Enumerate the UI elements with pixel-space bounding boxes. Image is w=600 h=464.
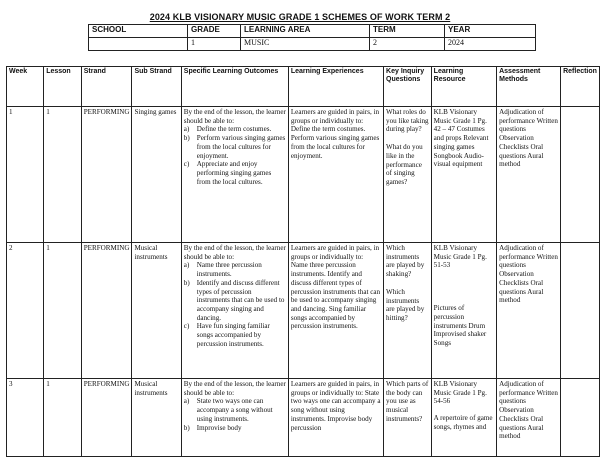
info-header-row [89, 25, 536, 38]
cell-assessment: Adjudication of performance Written questions Observation Checklists Oral questions Aural method [497, 107, 561, 243]
outcome-text: State two ways one can accompany a song without using instruments. [196, 397, 273, 423]
list-marker: c) [183, 322, 190, 331]
info-value-term: 2 [370, 38, 445, 51]
cell-assessment: Adjudication of performance Written questions Observation Checklists Oral questions Aural method [497, 243, 561, 379]
list-item [184, 322, 286, 348]
cell-week: 3 [7, 379, 44, 457]
info-header-term: TERM [370, 25, 445, 38]
list-item [184, 134, 286, 160]
header-experiences: Learning Experiences [288, 67, 383, 107]
list-item [184, 279, 286, 323]
cell-resources [431, 107, 496, 243]
cell-outcomes [181, 243, 288, 379]
header-sub-strand: Sub Strand [132, 67, 181, 107]
info-value-row [89, 38, 536, 51]
list-item [184, 424, 286, 433]
header-assessment: Assessment Methods [497, 67, 561, 107]
question-text: Which parts of the body can you use as musical instruments? [386, 380, 429, 423]
info-value-year: 2024 [445, 38, 536, 51]
list-item [184, 397, 286, 423]
cell-questions [384, 107, 432, 243]
resource-text: KLB Visionary Music Grade 1 Pg. 51-53 [433, 244, 487, 270]
document-title: 2024 KLB VISIONARY MUSIC GRADE 1 SCHEMES OF WORK TERM 2 [149, 12, 451, 22]
info-header-school: SCHOOL [89, 25, 188, 38]
scheme-table [6, 66, 600, 457]
outcome-text: Improvise body [196, 423, 242, 432]
cell-sub-strand: Musical instruments [132, 243, 181, 379]
outcome-text: Identify and discuss different types of percussion instruments that can be used to accompany singing and dancing. [196, 278, 285, 322]
list-marker: a) [183, 397, 190, 406]
outcome-text: Name three percussion instruments. [196, 261, 262, 279]
cell-questions [384, 379, 432, 457]
header-reflection: Reflection [561, 67, 600, 107]
outcomes-intro: By the end of the lesson, the learner should be able to: [183, 380, 286, 397]
info-table [88, 24, 536, 51]
scheme-header-row [7, 67, 600, 107]
cell-sub-strand: Singing games [132, 107, 181, 243]
list-marker: a) [183, 261, 190, 270]
cell-resources [431, 379, 496, 457]
cell-assessment: Adjudication of performance Written questions Observation Checklists Oral questions Aural method [497, 379, 561, 457]
cell-experiences: Learners are guided in pairs, in groups or individually to: Define the term costumes. Perform various singing games from the local cultures for enjoyment. [288, 107, 383, 243]
question-text: Which instruments are played by shaking? [386, 244, 425, 279]
cell-strand: PERFORMING [81, 243, 132, 379]
question-text: Which instruments are played by hitting? [386, 287, 425, 322]
outcome-text: Appreciate and enjoy performing singing games from the local cultures. [196, 160, 272, 186]
cell-lesson: 1 [44, 243, 82, 379]
cell-outcomes [181, 379, 288, 457]
cell-sub-strand: Musical instruments [132, 379, 181, 457]
cell-lesson: 1 [44, 379, 82, 457]
list-item [184, 125, 286, 134]
info-header-year: YEAR [445, 25, 536, 38]
info-value-grade: 1 [188, 38, 241, 51]
list-marker: c) [183, 160, 190, 169]
info-header-grade: GRADE [188, 25, 241, 38]
outcomes-list [184, 261, 286, 348]
cell-resources [431, 243, 496, 379]
question-text: What do you like in the performance of singing games? [386, 143, 423, 186]
outcome-text: Define the term costumes. [196, 125, 272, 134]
header-outcomes: Specific Learning Outcomes [181, 67, 288, 107]
cell-reflection [561, 243, 600, 379]
list-marker: b) [183, 278, 190, 287]
resource-text: A repertoire of game songs, rhymes and [433, 414, 493, 431]
cell-lesson: 1 [44, 107, 82, 243]
cell-strand: PERFORMING [81, 107, 132, 243]
outcomes-list [184, 397, 286, 432]
list-marker: b) [183, 423, 190, 432]
table-row [7, 243, 600, 379]
cell-week: 2 [7, 243, 44, 379]
resource-text: KLB Visionary Music Grade 1 Pg. 54-56 [433, 380, 487, 406]
cell-week: 1 [7, 107, 44, 243]
list-marker: a) [183, 125, 190, 134]
header-lesson: Lesson [44, 67, 82, 107]
table-row [7, 107, 600, 243]
cell-questions [384, 243, 432, 379]
cell-strand: PERFORMING [81, 379, 132, 457]
list-marker: b) [183, 134, 190, 143]
info-value-learning-area: MUSIC [241, 38, 370, 51]
cell-experiences: Learners are guided in pairs, in groups or individually to: Name three percussion instruments. Identify and discuss different types of percussion instruments that can be used to accompany singing and dancing. Sing familiar songs accompanied by percussion instruments. [288, 243, 383, 379]
cell-outcomes [181, 107, 288, 243]
info-header-learning-area: LEARNING AREA [241, 25, 370, 38]
table-row [7, 379, 600, 457]
outcomes-intro: By the end of the lesson, the learner should be able to: [183, 244, 286, 261]
header-resources: Learning Resource [431, 67, 496, 107]
cell-experiences: Learners are guided in pairs, in groups or individually to: State two ways one can accompany a song without using instruments. Improvise body percussion [288, 379, 383, 457]
info-value-school [89, 38, 188, 51]
question-text: What roles do you like taking during play? [386, 108, 429, 134]
cell-reflection [561, 379, 600, 457]
outcome-text: Perform various singing games from the local cultures for enjoyment. [196, 134, 286, 160]
outcomes-intro: By the end of the lesson, the learner should be able to: [183, 108, 286, 125]
list-item [184, 261, 286, 278]
header-week: Week [7, 67, 44, 107]
header-strand: Strand [81, 67, 132, 107]
outcome-text: Have fun singing familiar songs accompanied by percussion instruments. [196, 322, 270, 348]
resource-text: KLB Visionary Music Grade 1 Pg. 42 – 47 Costumes and props Relevant singing games Songbook Audio-visual equipment [433, 108, 489, 169]
resource-text: Pictures of percussion instruments Drum Improvised shaker Songs [433, 304, 487, 347]
header-questions: Key Inquiry Questions [384, 67, 432, 107]
outcomes-list [184, 125, 286, 186]
cell-reflection [561, 107, 600, 243]
list-item [184, 160, 286, 186]
